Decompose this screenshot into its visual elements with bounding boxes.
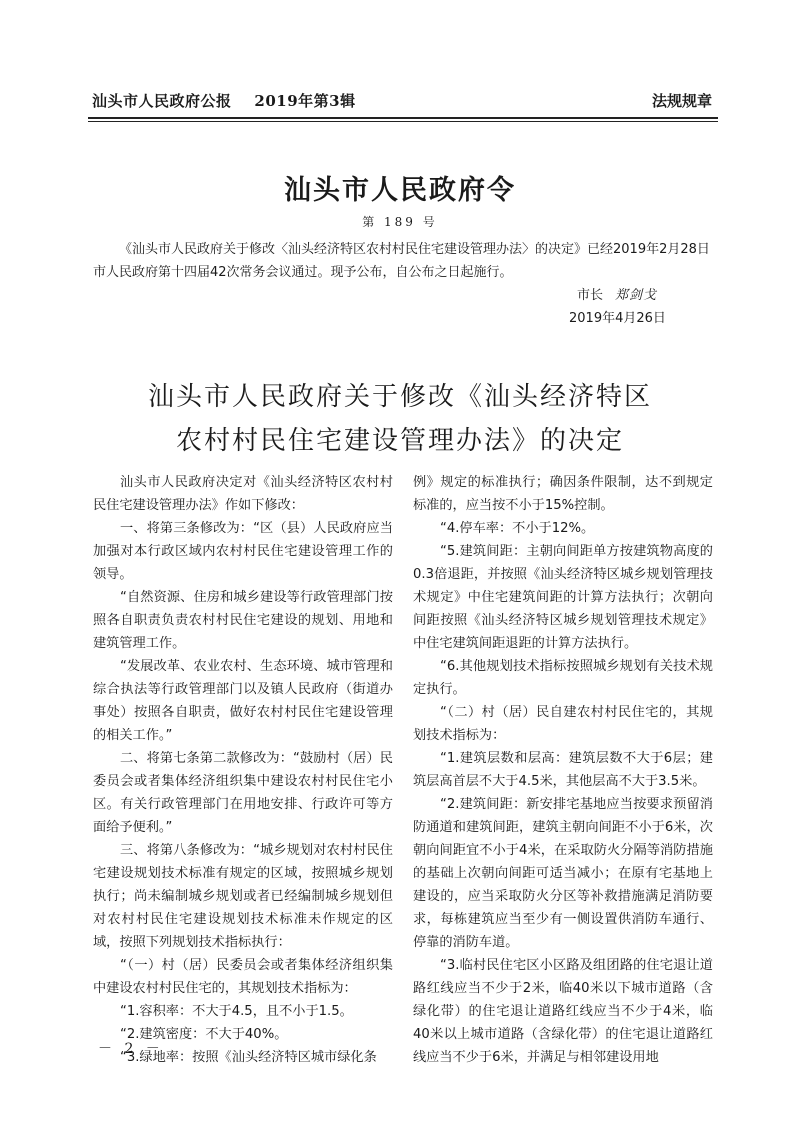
paragraph: “2.建筑密度：不大于40%。 bbox=[120, 1027, 288, 1042]
paragraph: “1.建筑层数和层高：建筑层数不大于6层；建筑层高首层不大于4.5米，其他层高不大于3.5米。 bbox=[413, 751, 713, 789]
order-number: 第 189 号 bbox=[362, 215, 438, 229]
mayor-signature bbox=[577, 284, 657, 303]
paragraph: “自然资源、住房和城乡建设等行政管理部门按照各自职责负责农村村民住宅建设的规划、用地和建筑管理工作。 bbox=[93, 590, 393, 651]
paragraph: “5.建筑间距：主朝向间距单方按建筑物高度的0.3倍退距，并按照《汕头经济特区城乡规划管理技术规定》中住宅建筑间距的计算方法执行；次朝向间距按照《汕头经济特区城乡规划管理技术规定》中住宅建筑间距退距的计算方法执行。 bbox=[413, 544, 713, 651]
header-rule bbox=[88, 117, 718, 119]
section-header: 法规规章 bbox=[651, 92, 712, 110]
paragraph: “3.绿地率：按照《汕头经济特区城市绿化条 bbox=[120, 1050, 377, 1065]
paragraph: “6.其他规划技术指标按照城乡规划有关技术规定执行。 bbox=[413, 659, 713, 697]
paragraph: “（二）村（居）民自建农村村民住宅的，其规划技术指标为： bbox=[413, 705, 713, 743]
paragraph: “3.临村民住宅区小区路及组团路的住宅退让道路红线应当不少于2米，临40米以下城市道路（含绿化带）的住宅退让道路红线应当不少于4米，临40米以上城市道路（含绿化带）的住宅退让道路红线应当不少于6米，并满足与相邻建设用地 bbox=[413, 958, 713, 1065]
order-intro: 《汕头市人民政府关于修改〈汕头经济特区农村村民住宅建设管理办法〉的决定》已经2019年2月28日市人民政府第十四届42次常务会议通过。现予公布，自公布之日起施行。 bbox=[93, 242, 710, 280]
order-date: 2019年4月26日 bbox=[569, 311, 666, 326]
mayor-name: 郑剑戈 bbox=[615, 288, 658, 303]
paragraph: 二、将第七条第二款修改为：“鼓励村（居）民委员会或者集体经济组织集中建设农村村民住宅小区。有关行政管理部门在用地安排、行政许可等方面给予便利。” bbox=[93, 751, 393, 835]
order-title: 汕头市人民政府令 bbox=[284, 175, 516, 206]
decision-title bbox=[0, 375, 800, 463]
right-column bbox=[413, 471, 713, 1069]
gazette-header: 汕头市人民政府公报 2019年第3辑 bbox=[92, 92, 356, 110]
paragraph: 一、将第三条修改为：“区（县）人民政府应当加强对本行政区域内农村村民住宅建设管理工作的领导。 bbox=[93, 521, 393, 582]
paragraph: “2.建筑间距：新安排宅基地应当按要求预留消防通道和建筑间距，建筑主朝向间距不小于6米，次朝向间距宜不小于4米，在采取防火分隔等消防措施的基础上次朝向间距可适当减小；在原有宅基地上建设的，应当采取防火分区等补救措施满足消防要求，每栋建筑应当至少有一侧设置供消防车通行、停靠的消防车道。 bbox=[413, 797, 713, 950]
paragraph: “发展改革、农业农村、生态环境、城市管理和综合执法等行政管理部门以及镇人民政府（街道办事处）按照各自职责，做好农村村民住宅建设管理的相关工作。” bbox=[93, 659, 393, 743]
page-number: － 2 － bbox=[98, 1041, 164, 1057]
paragraph: 汕头市人民政府决定对《汕头经济特区农村村民住宅建设管理办法》作如下修改： bbox=[93, 475, 393, 513]
paragraph: “4.停车率：不小于12%。 bbox=[440, 521, 595, 536]
paragraph-continued: 例》规定的标准执行；确因条件限制，达不到规定标准的，应当按不小于15%控制。 bbox=[413, 475, 713, 513]
decision-title-line1: 汕头市人民政府关于修改《汕头经济特区 bbox=[147, 382, 652, 412]
header-rule-thin bbox=[88, 121, 718, 122]
paragraph: “1.容积率：不大于4.5，且不小于1.5。 bbox=[120, 1004, 353, 1019]
left-column bbox=[93, 471, 393, 1069]
paragraph: “（一）村（居）民委员会或者集体经济组织集中建设农村村民住宅的，其规划技术指标为： bbox=[93, 958, 393, 996]
decision-title-line2: 农村村民住宅建设管理办法》的决定 bbox=[175, 426, 624, 456]
mayor-label: 市长 bbox=[577, 288, 604, 303]
paragraph: 三、将第八条修改为：“城乡规划对农村村民住宅建设规划技术标准有规定的区域，按照城乡规划执行；尚未编制城乡规划或者已经编制城乡规划但对农村村民住宅建设规划技术标准未作规定的区域，按照下列规划技术指标执行： bbox=[93, 843, 393, 950]
